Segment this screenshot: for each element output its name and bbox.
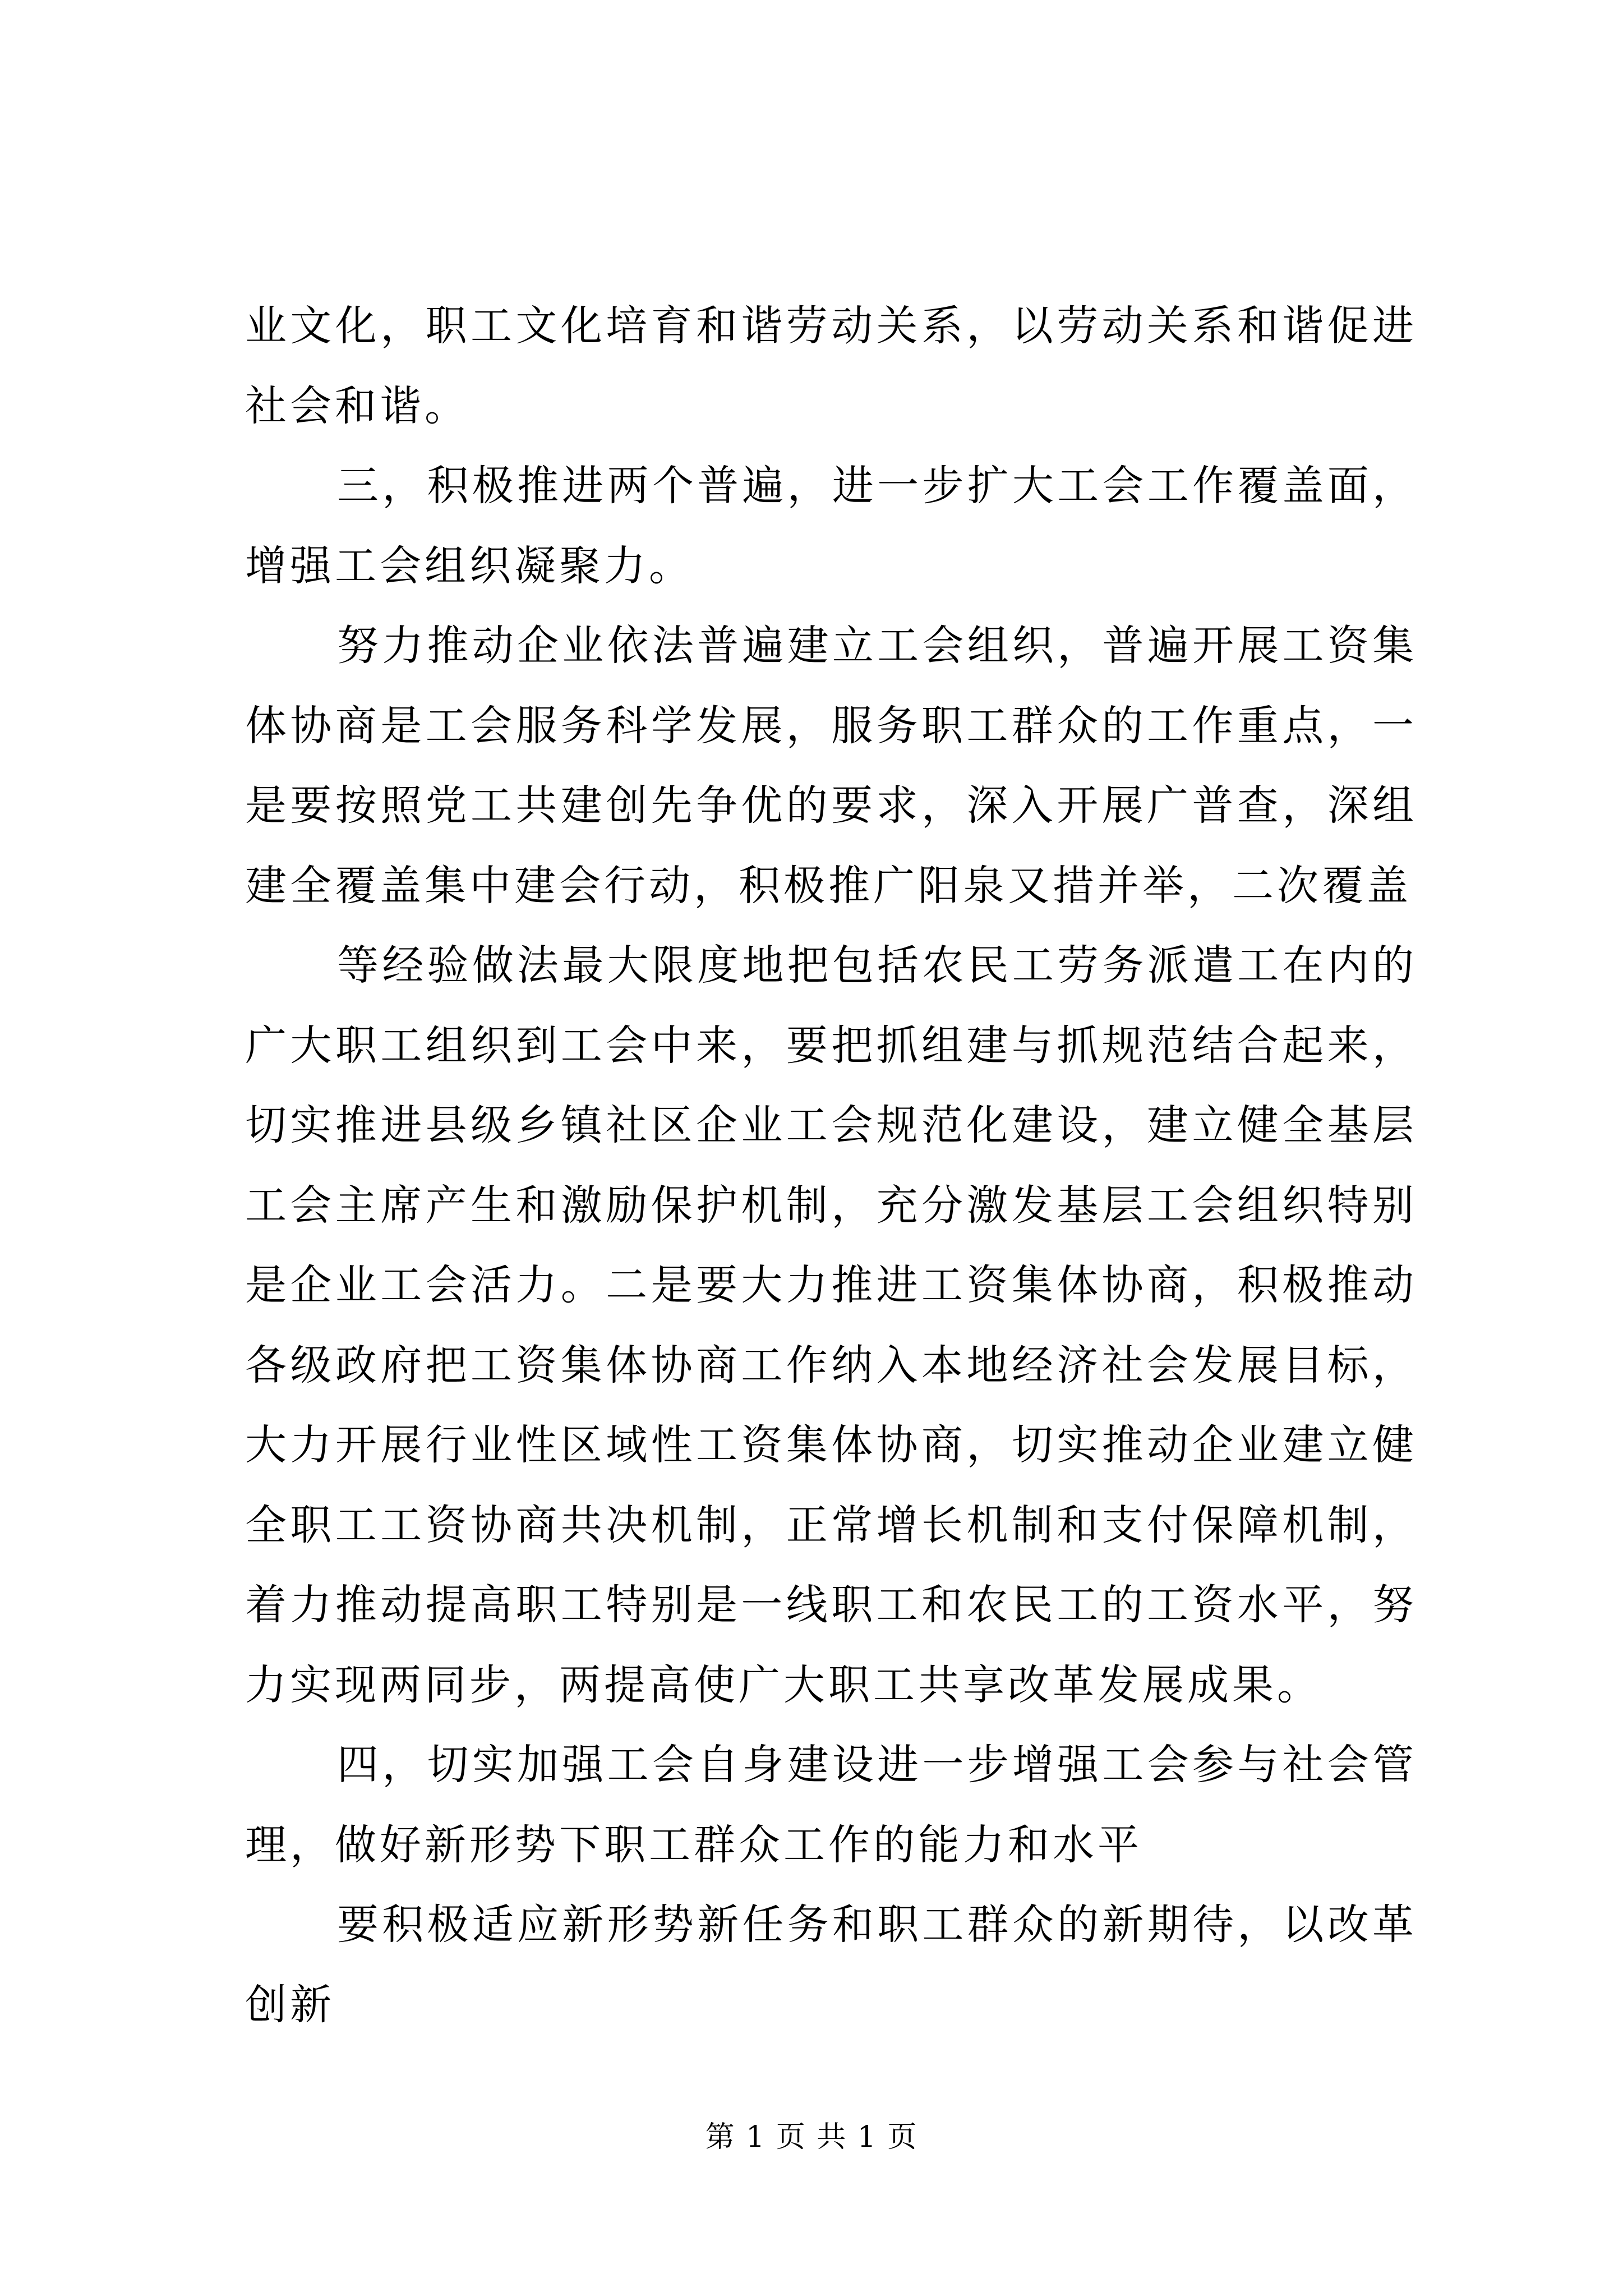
page-number-footer: 第 1 页 共 1 页	[705, 2120, 918, 2154]
paragraph-1: 业文化，职工文化培育和谐劳动关系，以劳动关系和谐促进社会和谐。	[245, 302, 1417, 430]
paragraph-2-heading-three: 三，积极推进两个普遍，进一步扩大工会工作覆盖面，增强工会组织凝聚力。	[245, 462, 1417, 590]
paragraph-6: 要积极适应新形势新任务和职工群众的新期待，以改革创新	[245, 1901, 1417, 2029]
paragraph-5-heading-four: 四，切实加强工会自身建设进一步增强工会参与社会管理，做好新形势下职工群众工作的能力和水平	[245, 1741, 1417, 1869]
document-body	[245, 286, 1417, 2045]
paragraph-4: 等经验做法最大限度地把包括农民工劳务派遣工在内的广大职工组织到工会中来，要把抓组建与抓规范结合起来，切实推进县级乡镇社区企业工会规范化建设，建立健全基层工会主席产生和激励保护机制，充分激发基层工会组织特别是企业工会活力。二是要大力推进工资集体协商，积极推动各级政府把工资集体协商工作纳入本地经济社会发展目标，大力开展行业性区域性工资集体协商，切实推动企业建立健全职工工资协商共决机制，正常增长机制和支付保障机制，着力推动提高职工特别是一线职工和农民工的工资水平，努力实现两同步，两提高使广大职工共享改革发展成果。	[245, 941, 1417, 1709]
paragraph-3: 努力推动企业依法普遍建立工会组织，普遍开展工资集体协商是工会服务科学发展，服务职工群众的工作重点，一是要按照党工共建创先争优的要求，深入开展广普查，深组建全覆盖集中建会行动，积极推广阳泉又措并举，二次覆盖	[245, 622, 1417, 910]
